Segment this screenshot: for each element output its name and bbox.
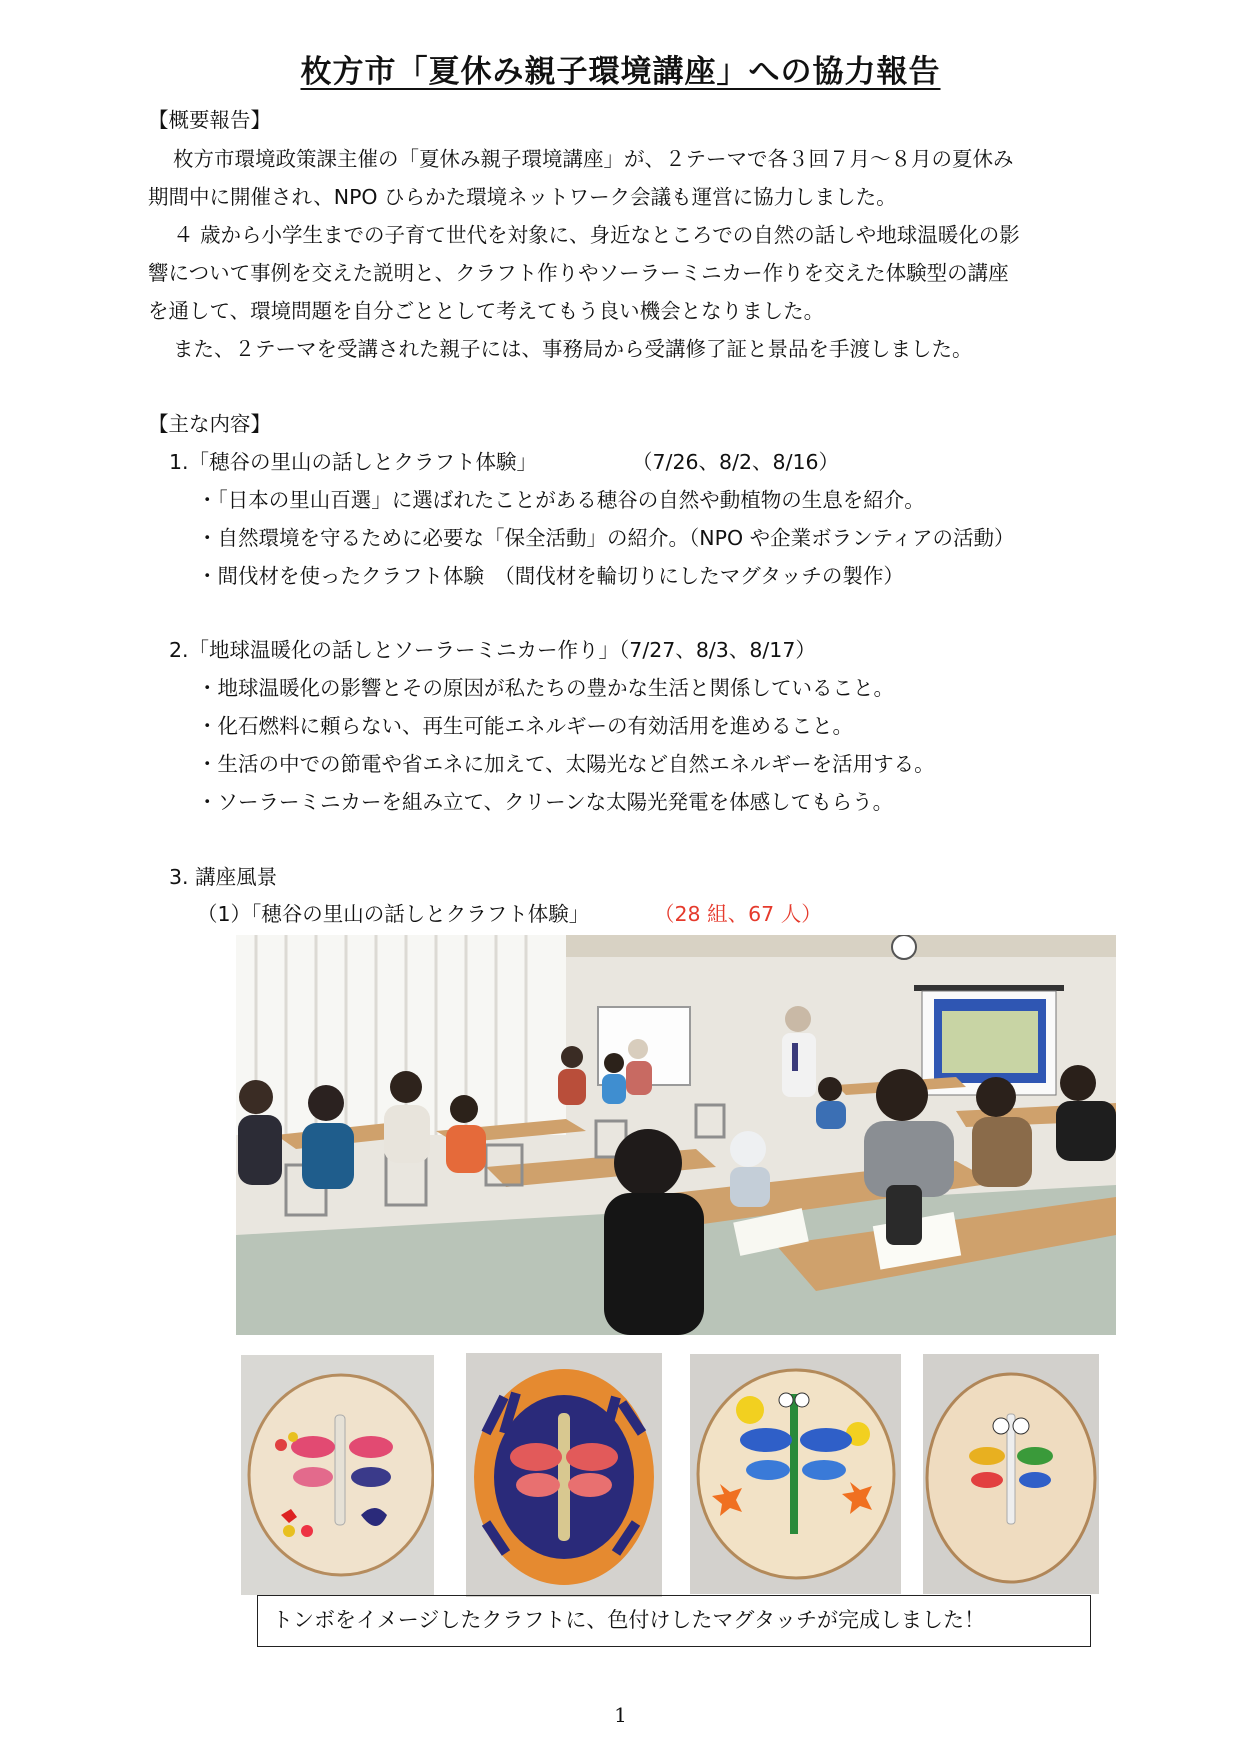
item3-participant-count: （28 組、67 人） <box>654 902 822 926</box>
item1-bullet: ・間伐材を使ったクラフト体験 （間伐材を輪切りにしたマグタッチの製作） <box>197 564 904 588</box>
summary-line: また、２テーマを受講された親子には、事務局から受講修了証と景品を手渡しました。 <box>173 337 973 361</box>
item2-bullet: ・化石燃料に頼らない、再生可能エネルギーの有効活用を進めること。 <box>197 714 853 738</box>
item1-dates: （7/26、8/2、8/16） <box>632 450 840 474</box>
craft-caption-text: トンボをイメージしたクラフトに、色付けしたマグタッチが完成しました！ <box>272 1608 985 1632</box>
classroom-photo <box>236 935 1116 1335</box>
craft-photo-3 <box>690 1354 901 1594</box>
craft-caption-box <box>257 1595 1091 1647</box>
item1-bullet: ・自然環境を守るために必要な「保全活動」の紹介。（NPO や企業ボランティアの活動） <box>197 526 1015 550</box>
craft-photo-4 <box>923 1354 1099 1594</box>
document-title <box>0 46 1241 91</box>
craft-photo-1 <box>241 1355 434 1595</box>
document-title-text: 枚方市「夏休み親子環境講座」への協力報告 <box>300 54 941 90</box>
item3-sub-label: （1）「穂谷の里山の話しとクラフト体験」 <box>197 902 590 926</box>
summary-line: 響について事例を交えた説明と、クラフト作りやソーラーミニカー作りを交えた体験型の講座 <box>148 261 1009 285</box>
summary-line: ４ 歳から小学生までの子育て世代を対象に、身近なところでの自然の話しや地球温暖化の影 <box>173 223 1020 247</box>
item2-bullet: ・生活の中での節電や省エネに加えて、太陽光など自然エネルギーを活用する。 <box>197 752 935 776</box>
item1-label: 1.「穂谷の里山の話しとクラフト体験」 <box>169 450 538 474</box>
summary-line: 枚方市環境政策課主催の「夏休み親子環境講座」が、２テーマで各３回７月〜８月の夏休み <box>173 147 1014 171</box>
summary-heading: 【概要報告】 <box>148 108 271 132</box>
item1-bullet: ・「日本の里山百選」に選ばれたことがある穂谷の自然や動植物の生息を紹介。 <box>197 488 925 512</box>
craft-photo-2 <box>466 1353 662 1597</box>
item2-bullet: ・ソーラーミニカーを組み立て、クリーンな太陽光発電を体感してもらう。 <box>197 790 894 814</box>
page-number: 1 <box>614 1703 627 1727</box>
summary-line: を通して、環境問題を自分ごととして考えてもう良い機会となりました。 <box>148 299 825 323</box>
item3-label: 3. 講座風景 <box>169 865 278 889</box>
contents-heading: 【主な内容】 <box>148 412 271 436</box>
summary-line: 期間中に開催され、NPO ひらかた環境ネットワーク会議も運営に協力しました。 <box>148 185 897 209</box>
item2-label: 2.「地球温暖化の話しとソーラーミニカー作り」（7/27、8/3、8/17） <box>169 638 816 662</box>
item2-bullet: ・地球温暖化の影響とその原因が私たちの豊かな生活と関係していること。 <box>197 676 894 700</box>
